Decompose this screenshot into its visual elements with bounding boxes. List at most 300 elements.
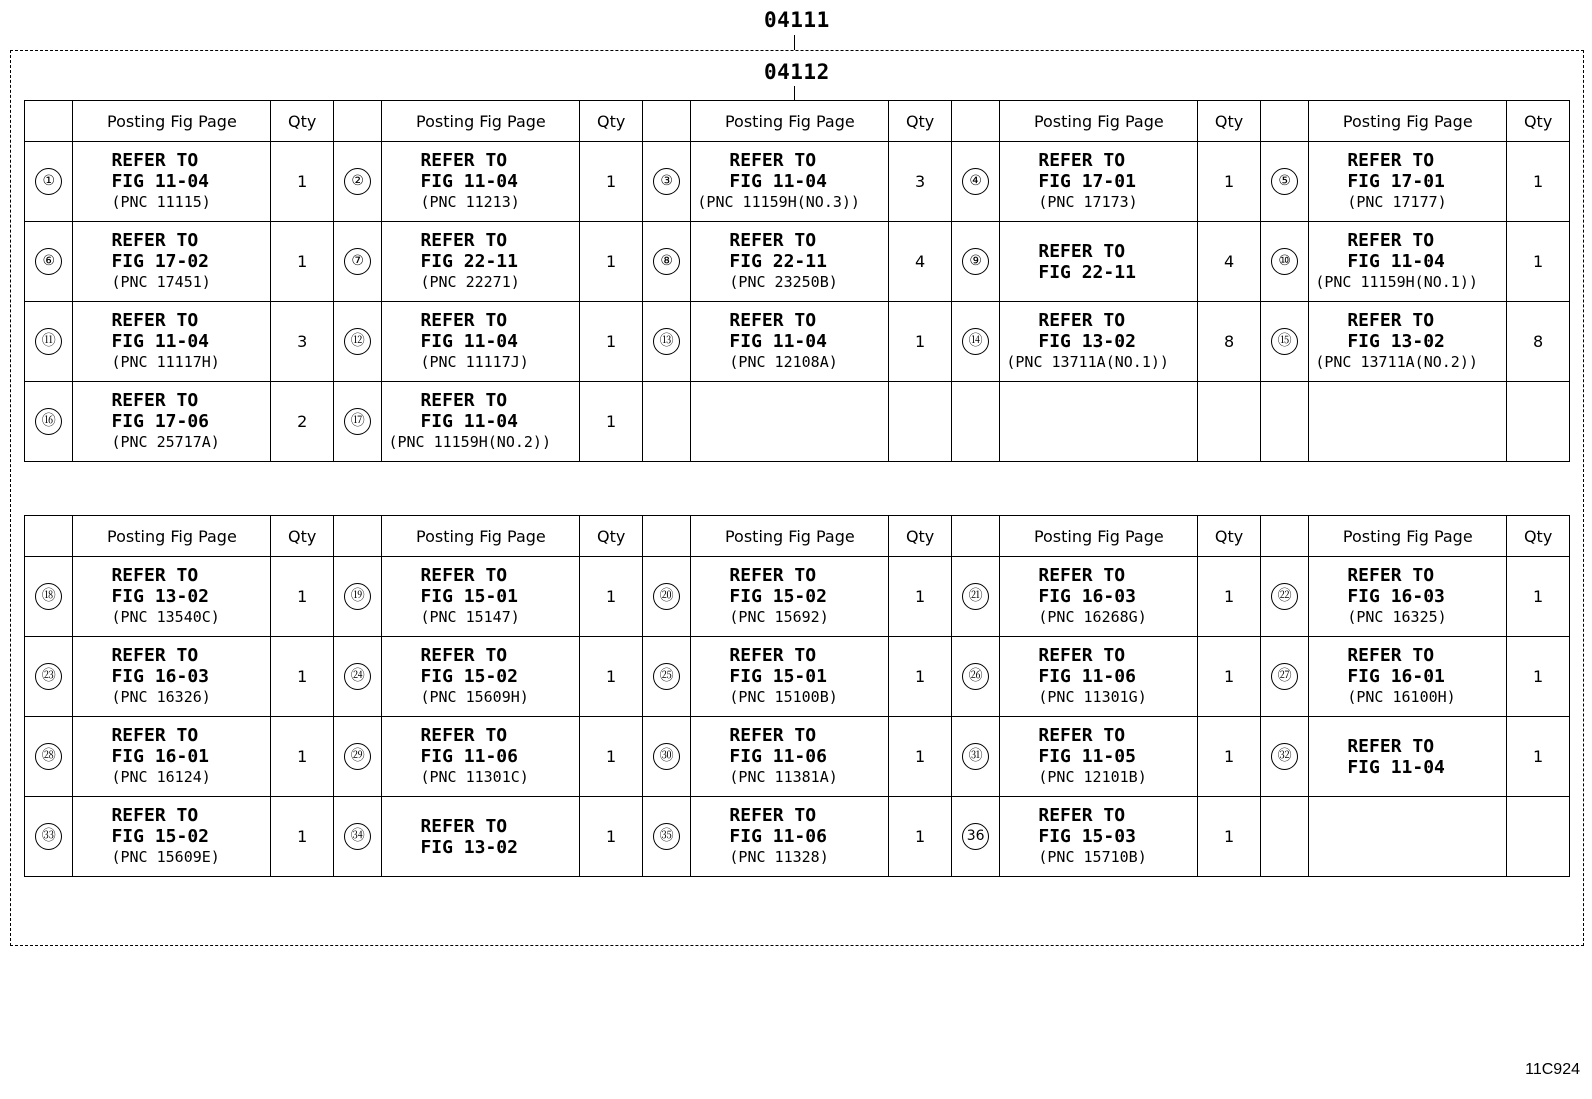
refer-to-label: REFER TO bbox=[1347, 565, 1435, 586]
fig-reference: FIG 15-03 bbox=[1038, 826, 1136, 847]
table-row bbox=[25, 302, 1570, 382]
item-number-cell bbox=[25, 222, 73, 302]
item-number-cell bbox=[951, 637, 999, 717]
refer-to-label: REFER TO bbox=[111, 310, 199, 331]
item-number-cell bbox=[642, 557, 690, 637]
item-number-cell bbox=[333, 637, 381, 717]
header-qty: Qty bbox=[889, 101, 952, 142]
reference-cell bbox=[1000, 637, 1198, 717]
header-qty: Qty bbox=[1198, 101, 1261, 142]
fig-reference: FIG 11-06 bbox=[1038, 666, 1136, 687]
fig-reference: FIG 13-02 bbox=[420, 836, 518, 858]
pnc-reference: (PNC 15147) bbox=[420, 608, 520, 626]
fig-reference: FIG 15-01 bbox=[729, 666, 827, 687]
item-number-badge: ㉛ bbox=[962, 743, 989, 770]
item-number-cell bbox=[25, 797, 73, 877]
pnc-reference: (PNC 11117H) bbox=[111, 353, 220, 371]
qty-cell: 1 bbox=[271, 557, 334, 637]
item-number-badge: ⑲ bbox=[344, 583, 371, 610]
refer-to-label: REFER TO bbox=[729, 565, 817, 586]
item-number-badge: 36 bbox=[962, 823, 989, 850]
reference-cell bbox=[73, 222, 271, 302]
item-number-cell bbox=[333, 222, 381, 302]
header-qty: Qty bbox=[889, 516, 952, 557]
header-posting-fig-page: Posting Fig Page bbox=[1309, 516, 1507, 557]
qty-cell: 1 bbox=[580, 797, 643, 877]
fig-reference: FIG 16-01 bbox=[1347, 666, 1445, 687]
header-posting-fig-page: Posting Fig Page bbox=[1309, 101, 1507, 142]
reference-cell bbox=[1309, 557, 1507, 637]
refer-to-label: REFER TO bbox=[420, 230, 508, 251]
pnc-reference: (PNC 15692) bbox=[729, 608, 829, 626]
reference-cell bbox=[382, 382, 580, 462]
pnc-reference: (PNC 23250B) bbox=[729, 273, 838, 291]
fig-reference: FIG 15-02 bbox=[729, 586, 827, 607]
pnc-reference: (PNC 12108A) bbox=[729, 353, 838, 371]
item-number-badge: ⑰ bbox=[344, 408, 371, 435]
refer-to-label: REFER TO bbox=[1347, 150, 1435, 171]
item-number-cell bbox=[1260, 717, 1308, 797]
fig-reference: FIG 13-02 bbox=[1347, 331, 1445, 352]
header-number-cell bbox=[25, 101, 73, 142]
item-number-badge: ② bbox=[344, 168, 371, 195]
item-number-cell bbox=[642, 717, 690, 797]
reference-cell bbox=[382, 142, 580, 222]
item-number-cell bbox=[642, 302, 690, 382]
qty-cell: 4 bbox=[1198, 222, 1261, 302]
refer-to-label: REFER TO bbox=[111, 390, 199, 411]
qty-cell: 1 bbox=[1507, 557, 1570, 637]
item-number-badge: ㉕ bbox=[653, 663, 680, 690]
header-posting-fig-page: Posting Fig Page bbox=[1000, 101, 1198, 142]
item-number-cell bbox=[642, 142, 690, 222]
pnc-reference: (PNC 11117J) bbox=[420, 353, 529, 371]
reference-cell bbox=[1309, 222, 1507, 302]
refer-to-label: REFER TO bbox=[1347, 735, 1435, 757]
pnc-reference: (PNC 22271) bbox=[420, 273, 520, 291]
reference-cell bbox=[1309, 797, 1507, 877]
fig-reference: FIG 22-11 bbox=[420, 251, 518, 272]
refer-to-label: REFER TO bbox=[420, 310, 508, 331]
pnc-reference: (PNC 11381A) bbox=[729, 768, 838, 786]
header-number-cell bbox=[951, 516, 999, 557]
reference-cell bbox=[1309, 142, 1507, 222]
qty-cell: 1 bbox=[889, 302, 952, 382]
reference-cell bbox=[1000, 382, 1198, 462]
reference-cell bbox=[1000, 797, 1198, 877]
fig-reference: FIG 11-04 bbox=[729, 331, 827, 352]
header-posting-fig-page: Posting Fig Page bbox=[73, 101, 271, 142]
item-number-cell bbox=[25, 382, 73, 462]
item-number-badge: ⑭ bbox=[962, 328, 989, 355]
table-row bbox=[25, 142, 1570, 222]
item-number-badge: ⑮ bbox=[1271, 328, 1298, 355]
item-number-cell bbox=[25, 637, 73, 717]
qty-cell bbox=[889, 382, 952, 462]
table-row bbox=[25, 797, 1570, 877]
pnc-reference: (PNC 16100H) bbox=[1347, 688, 1456, 706]
item-number-cell bbox=[951, 302, 999, 382]
header-qty: Qty bbox=[580, 101, 643, 142]
reference-cell bbox=[1000, 142, 1198, 222]
item-number-badge: ⑥ bbox=[35, 248, 62, 275]
item-number-cell bbox=[333, 797, 381, 877]
qty-cell: 1 bbox=[580, 302, 643, 382]
item-number-badge: ㉘ bbox=[35, 743, 62, 770]
item-number-badge: ㉓ bbox=[35, 663, 62, 690]
refer-to-label: REFER TO bbox=[1038, 645, 1126, 666]
reference-cell bbox=[691, 637, 889, 717]
item-number-cell bbox=[642, 637, 690, 717]
qty-cell: 1 bbox=[1198, 797, 1261, 877]
reference-cell bbox=[73, 637, 271, 717]
item-number-badge: ⑱ bbox=[35, 583, 62, 610]
item-number-cell bbox=[25, 302, 73, 382]
reference-cell bbox=[382, 222, 580, 302]
header-row bbox=[25, 516, 1570, 557]
item-number-badge: ㉞ bbox=[344, 823, 371, 850]
pnc-reference: (PNC 12101B) bbox=[1038, 768, 1147, 786]
reference-cell bbox=[691, 222, 889, 302]
item-number-badge: ㉗ bbox=[1271, 663, 1298, 690]
figure-code: 11C924 bbox=[1525, 1061, 1580, 1078]
item-number-cell bbox=[951, 222, 999, 302]
qty-cell: 1 bbox=[580, 222, 643, 302]
fig-reference: FIG 11-05 bbox=[1038, 746, 1136, 767]
item-number-badge: ㉔ bbox=[344, 663, 371, 690]
qty-cell bbox=[1507, 797, 1570, 877]
refer-to-label: REFER TO bbox=[1038, 240, 1126, 262]
pnc-reference: (PNC 11301C) bbox=[420, 768, 529, 786]
refer-to-label: REFER TO bbox=[111, 565, 199, 586]
pnc-reference: (PNC 15100B) bbox=[729, 688, 838, 706]
item-number-cell bbox=[642, 382, 690, 462]
fig-reference: FIG 11-06 bbox=[420, 746, 518, 767]
qty-cell: 1 bbox=[1507, 142, 1570, 222]
fig-reference: FIG 17-02 bbox=[111, 251, 210, 272]
fig-reference: FIG 17-01 bbox=[1038, 171, 1136, 192]
item-number-cell bbox=[1260, 302, 1308, 382]
qty-cell: 1 bbox=[889, 557, 952, 637]
leader-line-inner bbox=[794, 86, 795, 100]
qty-cell: 1 bbox=[271, 142, 334, 222]
qty-cell: 1 bbox=[580, 717, 643, 797]
refer-to-label: REFER TO bbox=[111, 230, 199, 251]
pnc-reference: (PNC 11159H(NO.3)) bbox=[697, 193, 860, 211]
item-number-cell bbox=[333, 717, 381, 797]
reference-cell bbox=[382, 302, 580, 382]
fig-reference: FIG 15-02 bbox=[420, 666, 518, 687]
reference-cell bbox=[382, 557, 580, 637]
item-number-badge: ⑧ bbox=[653, 248, 680, 275]
item-number-badge: ㉒ bbox=[1271, 583, 1298, 610]
item-number-cell bbox=[1260, 797, 1308, 877]
qty-cell: 3 bbox=[271, 302, 334, 382]
item-number-badge: ⑫ bbox=[344, 328, 371, 355]
pnc-reference: (PNC 15609E) bbox=[111, 848, 220, 866]
item-number-cell bbox=[1260, 637, 1308, 717]
fig-reference: FIG 11-04 bbox=[111, 171, 210, 192]
item-number-badge: ⑤ bbox=[1271, 168, 1298, 195]
qty-cell: 1 bbox=[580, 557, 643, 637]
reference-cell bbox=[1309, 382, 1507, 462]
refer-to-label: REFER TO bbox=[420, 150, 508, 171]
fig-reference: FIG 11-06 bbox=[729, 746, 827, 767]
qty-cell: 1 bbox=[1198, 637, 1261, 717]
item-number-badge: ③ bbox=[653, 168, 680, 195]
item-number-badge: ㉙ bbox=[344, 743, 371, 770]
pnc-reference: (PNC 11159H(NO.1)) bbox=[1315, 273, 1478, 291]
header-number-cell bbox=[1260, 516, 1308, 557]
reference-cell bbox=[1000, 557, 1198, 637]
header-number-cell bbox=[333, 101, 381, 142]
header-posting-fig-page: Posting Fig Page bbox=[73, 516, 271, 557]
qty-cell: 1 bbox=[1198, 142, 1261, 222]
reference-cell bbox=[382, 797, 580, 877]
reference-cell bbox=[73, 557, 271, 637]
fig-reference: FIG 16-01 bbox=[111, 746, 210, 767]
item-number-cell bbox=[642, 222, 690, 302]
item-number-cell bbox=[951, 717, 999, 797]
qty-cell: 1 bbox=[271, 637, 334, 717]
fig-reference: FIG 16-03 bbox=[1038, 586, 1136, 607]
reference-cell bbox=[691, 557, 889, 637]
reference-cell bbox=[691, 717, 889, 797]
item-number-cell bbox=[25, 557, 73, 637]
item-number-cell bbox=[951, 557, 999, 637]
item-number-cell bbox=[333, 302, 381, 382]
fig-reference: FIG 11-04 bbox=[111, 331, 210, 352]
qty-cell: 1 bbox=[889, 637, 952, 717]
qty-cell: 1 bbox=[271, 797, 334, 877]
fig-reference: FIG 17-06 bbox=[111, 411, 210, 432]
qty-cell: 1 bbox=[580, 382, 643, 462]
reference-cell bbox=[1309, 637, 1507, 717]
fig-reference: FIG 15-01 bbox=[420, 586, 518, 607]
header-row bbox=[25, 101, 1570, 142]
pnc-reference: (PNC 11159H(NO.2)) bbox=[388, 433, 551, 451]
reference-cell bbox=[73, 382, 271, 462]
fig-reference: FIG 13-02 bbox=[1038, 331, 1136, 352]
refer-to-label: REFER TO bbox=[729, 645, 817, 666]
header-posting-fig-page: Posting Fig Page bbox=[382, 101, 580, 142]
item-number-cell bbox=[951, 142, 999, 222]
qty-cell: 1 bbox=[889, 717, 952, 797]
item-number-badge: ㉜ bbox=[1271, 743, 1298, 770]
header-number-cell bbox=[642, 516, 690, 557]
header-number-cell bbox=[951, 101, 999, 142]
pnc-reference: (PNC 16124) bbox=[111, 768, 211, 786]
reference-cell bbox=[73, 142, 271, 222]
refer-to-label: REFER TO bbox=[729, 805, 817, 826]
item-number-badge: ㉝ bbox=[35, 823, 62, 850]
fig-reference: FIG 11-04 bbox=[420, 411, 518, 432]
refer-to-label: REFER TO bbox=[420, 390, 508, 411]
qty-cell: 1 bbox=[271, 717, 334, 797]
item-number-cell bbox=[333, 142, 381, 222]
reference-cell bbox=[1309, 717, 1507, 797]
pnc-reference: (PNC 25717A) bbox=[111, 433, 220, 451]
header-qty: Qty bbox=[1507, 101, 1570, 142]
assembly-code-04111: 04111 bbox=[764, 8, 830, 32]
item-number-badge: ⑯ bbox=[35, 408, 62, 435]
fig-reference: FIG 16-03 bbox=[1347, 586, 1445, 607]
reference-cell bbox=[691, 797, 889, 877]
qty-cell: 8 bbox=[1507, 302, 1570, 382]
reference-cell bbox=[1000, 222, 1198, 302]
fig-reference: FIG 13-02 bbox=[111, 586, 210, 607]
item-number-badge: ⑪ bbox=[35, 328, 62, 355]
item-number-cell bbox=[333, 382, 381, 462]
refer-to-label: REFER TO bbox=[420, 725, 508, 746]
pnc-reference: (PNC 17177) bbox=[1347, 193, 1447, 211]
qty-cell: 1 bbox=[889, 797, 952, 877]
item-number-badge: ㉟ bbox=[653, 823, 680, 850]
reference-cell bbox=[382, 717, 580, 797]
item-number-badge: ⑬ bbox=[653, 328, 680, 355]
reference-cell bbox=[1309, 302, 1507, 382]
refer-to-label: REFER TO bbox=[1038, 150, 1126, 171]
qty-cell bbox=[1507, 382, 1570, 462]
item-number-badge: ⑦ bbox=[344, 248, 371, 275]
pnc-reference: (PNC 13540C) bbox=[111, 608, 220, 626]
refer-to-label: REFER TO bbox=[1038, 805, 1126, 826]
item-number-badge: ㉑ bbox=[962, 583, 989, 610]
header-qty: Qty bbox=[1507, 516, 1570, 557]
table-row bbox=[25, 222, 1570, 302]
header-number-cell bbox=[1260, 101, 1308, 142]
qty-cell: 1 bbox=[1198, 717, 1261, 797]
refer-to-label: REFER TO bbox=[729, 150, 817, 171]
pnc-reference: (PNC 17173) bbox=[1038, 193, 1138, 211]
refer-to-label: REFER TO bbox=[111, 645, 199, 666]
qty-cell: 3 bbox=[889, 142, 952, 222]
pnc-reference: (PNC 15710B) bbox=[1038, 848, 1147, 866]
header-qty: Qty bbox=[1198, 516, 1261, 557]
item-number-cell bbox=[951, 797, 999, 877]
leader-line-outer bbox=[794, 35, 795, 50]
reference-table-2 bbox=[24, 515, 1570, 877]
refer-to-label: REFER TO bbox=[1038, 565, 1126, 586]
item-number-badge: ④ bbox=[962, 168, 989, 195]
header-number-cell bbox=[25, 516, 73, 557]
item-number-badge: ㉚ bbox=[653, 743, 680, 770]
fig-reference: FIG 15-02 bbox=[111, 826, 210, 847]
refer-to-label: REFER TO bbox=[729, 230, 817, 251]
pnc-reference: (PNC 11115) bbox=[111, 193, 211, 211]
header-number-cell bbox=[333, 516, 381, 557]
table-row bbox=[25, 382, 1570, 462]
qty-cell: 1 bbox=[1198, 557, 1261, 637]
fig-reference: FIG 11-06 bbox=[729, 826, 827, 847]
refer-to-label: REFER TO bbox=[729, 310, 817, 331]
refer-to-label: REFER TO bbox=[420, 815, 508, 837]
header-posting-fig-page: Posting Fig Page bbox=[691, 101, 889, 142]
refer-to-label: REFER TO bbox=[111, 150, 199, 171]
reference-cell bbox=[73, 302, 271, 382]
qty-cell: 1 bbox=[271, 222, 334, 302]
fig-reference: FIG 17-01 bbox=[1347, 171, 1445, 192]
refer-to-label: REFER TO bbox=[729, 725, 817, 746]
refer-to-label: REFER TO bbox=[420, 645, 508, 666]
pnc-reference: (PNC 11328) bbox=[729, 848, 829, 866]
item-number-cell bbox=[333, 557, 381, 637]
reference-cell bbox=[691, 142, 889, 222]
header-qty: Qty bbox=[271, 516, 334, 557]
item-number-badge: ⑨ bbox=[962, 248, 989, 275]
reference-cell bbox=[691, 382, 889, 462]
item-number-badge: ㉖ bbox=[962, 663, 989, 690]
item-number-cell bbox=[1260, 222, 1308, 302]
item-number-cell bbox=[25, 142, 73, 222]
pnc-reference: (PNC 16268G) bbox=[1038, 608, 1147, 626]
header-posting-fig-page: Posting Fig Page bbox=[382, 516, 580, 557]
item-number-cell bbox=[1260, 382, 1308, 462]
fig-reference: FIG 22-11 bbox=[729, 251, 827, 272]
fig-reference: FIG 22-11 bbox=[1038, 261, 1136, 283]
qty-cell: 1 bbox=[1507, 637, 1570, 717]
refer-to-label: REFER TO bbox=[1038, 310, 1126, 331]
fig-reference: FIG 16-03 bbox=[111, 666, 210, 687]
pnc-reference: (PNC 17451) bbox=[111, 273, 211, 291]
refer-to-label: REFER TO bbox=[1347, 310, 1435, 331]
qty-cell: 4 bbox=[889, 222, 952, 302]
reference-cell bbox=[73, 797, 271, 877]
item-number-cell bbox=[642, 797, 690, 877]
header-qty: Qty bbox=[580, 516, 643, 557]
fig-reference: FIG 11-04 bbox=[1347, 251, 1445, 272]
pnc-reference: (PNC 11213) bbox=[420, 193, 520, 211]
refer-to-label: REFER TO bbox=[1347, 230, 1435, 251]
refer-to-label: REFER TO bbox=[1347, 645, 1435, 666]
pnc-reference: (PNC 11301G) bbox=[1038, 688, 1147, 706]
pnc-reference: (PNC 16326) bbox=[111, 688, 211, 706]
table-row bbox=[25, 557, 1570, 637]
item-number-cell bbox=[951, 382, 999, 462]
header-number-cell bbox=[642, 101, 690, 142]
assembly-code-04112: 04112 bbox=[764, 60, 830, 84]
qty-cell: 1 bbox=[580, 142, 643, 222]
fig-reference: FIG 11-04 bbox=[420, 171, 518, 192]
item-number-cell bbox=[25, 717, 73, 797]
fig-reference: FIG 11-04 bbox=[420, 331, 518, 352]
qty-cell: 1 bbox=[580, 637, 643, 717]
qty-cell: 1 bbox=[1507, 717, 1570, 797]
fig-reference: FIG 11-04 bbox=[729, 171, 827, 192]
pnc-reference: (PNC 13711A(NO.1)) bbox=[1006, 353, 1169, 371]
refer-to-label: REFER TO bbox=[111, 805, 199, 826]
qty-cell bbox=[1198, 382, 1261, 462]
qty-cell: 8 bbox=[1198, 302, 1261, 382]
fig-reference: FIG 11-04 bbox=[1347, 756, 1445, 778]
item-number-cell bbox=[1260, 142, 1308, 222]
refer-to-label: REFER TO bbox=[420, 565, 508, 586]
reference-cell bbox=[1000, 302, 1198, 382]
item-number-badge: ⑳ bbox=[653, 583, 680, 610]
refer-to-label: REFER TO bbox=[1038, 725, 1126, 746]
pnc-reference: (PNC 15609H) bbox=[420, 688, 529, 706]
header-posting-fig-page: Posting Fig Page bbox=[691, 516, 889, 557]
refer-to-label: REFER TO bbox=[111, 725, 199, 746]
item-number-badge: ⑩ bbox=[1271, 248, 1298, 275]
reference-cell bbox=[73, 717, 271, 797]
reference-cell bbox=[691, 302, 889, 382]
reference-table-1 bbox=[24, 100, 1570, 462]
table-row bbox=[25, 717, 1570, 797]
item-number-badge: ① bbox=[35, 168, 62, 195]
item-number-cell bbox=[1260, 557, 1308, 637]
reference-cell bbox=[382, 637, 580, 717]
